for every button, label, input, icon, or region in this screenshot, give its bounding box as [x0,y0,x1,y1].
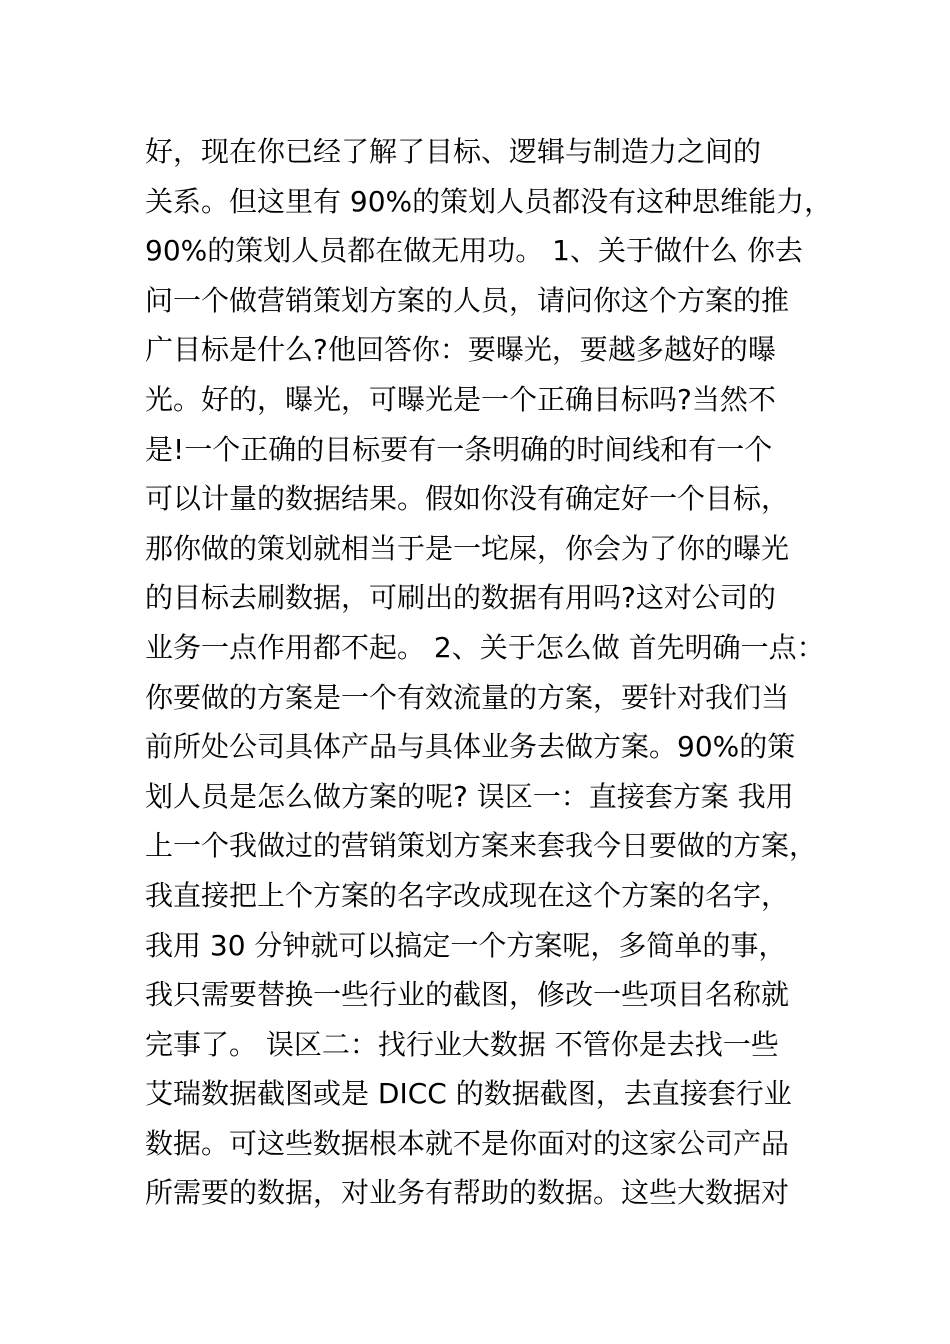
text-line-11: 业务一点作用都不起。 2、关于怎么做 首先明确一点： [145,630,825,664]
text-line-2: 关系。但这里有 90%的策划人员都没有这种思维能力， [145,184,833,218]
text-line-16: 我直接把上个方案的名字改成现在这个方案的名字， [145,878,790,912]
text-line-10: 的目标去刷数据，可刷出的数据有用吗?这对公司的 [145,581,776,615]
text-line-18: 我只需要替换一些行业的截图，修改一些项目名称就 [145,978,790,1012]
text-line-15: 上一个我做过的营销策划方案来套我今日要做的方案， [145,829,818,863]
text-line-9: 那你做的策划就相当于是一坨屎，你会为了你的曝光 [145,531,790,565]
text-line-7: 是!一个正确的目标要有一条明确的时间线和有一个 [145,432,773,466]
body-text [145,127,833,1218]
text-line-17: 我用 30 分钟就可以搞定一个方案呢，多简单的事， [145,928,787,962]
text-line-20: 艾瑞数据截图或是 DICC 的数据截图，去直接套行业 [145,1077,792,1111]
text-line-12: 你要做的方案是一个有效流量的方案，要针对我们当 [145,680,790,714]
text-line-1: 好，现在你已经了解了目标、逻辑与制造力之间的 [145,135,762,168]
text-line-21: 数据。可这些数据根本就不是你面对的这家公司产品 [145,1126,790,1160]
text-line-14: 划人员是怎么做方案的呢? 误区一：直接套方案 我用 [145,779,794,813]
text-line-4: 问一个做营销策划方案的人员，请问你这个方案的推 [145,283,790,317]
text-line-3: 90%的策划人员都在做无用功。 1、关于做什么 你去 [145,234,803,268]
text-line-5: 广目标是什么?他回答你：要曝光，要越多越好的曝 [145,333,776,367]
text-line-19: 完事了。 误区二：找行业大数据 不管你是去找一些 [145,1027,779,1061]
text-line-13: 前所处公司具体产品与具体业务去做方案。90%的策 [145,730,796,764]
text-line-22: 所需要的数据，对业务有帮助的数据。这些大数据对 [145,1176,790,1210]
text-line-8: 可以计量的数据结果。假如你没有确定好一个目标， [145,482,790,516]
text-line-6: 光。好的，曝光，可曝光是一个正确目标吗?当然不 [145,382,776,416]
